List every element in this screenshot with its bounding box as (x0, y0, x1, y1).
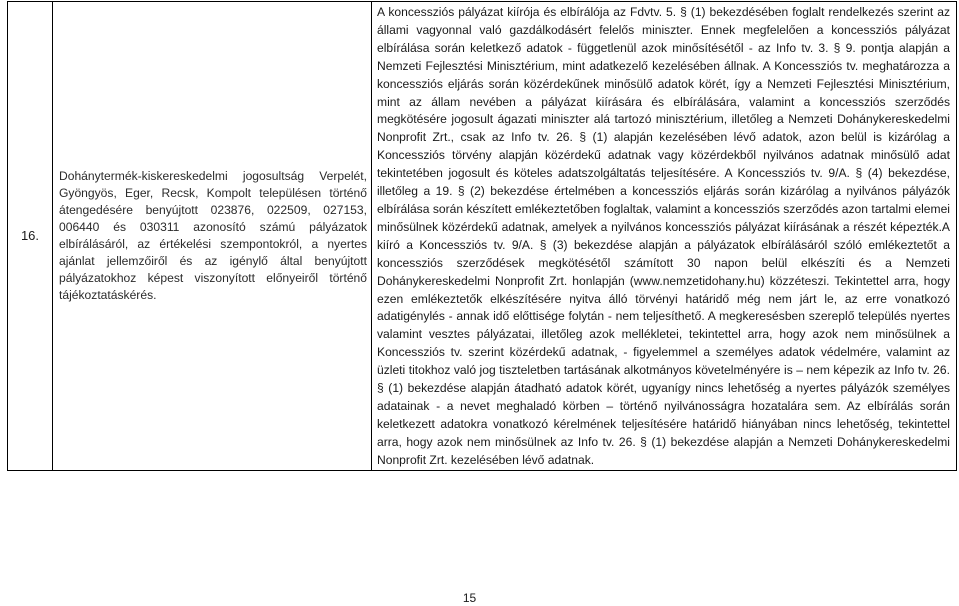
page-number: 15 (462, 591, 477, 605)
response-text: A koncessziós pályázat kiírója és elbírálója az Fdvtv. 5. § (1) bekezdésében foglalt rendelkezés szerint az állami vagyonnal való gazdálkodásért felelős miniszter. Ennek megfelelően a koncessziós pályázat elbírálása során keletkező adatok - függetlenül azok minősítésétől - az Info tv. 3. § 9. pontja alapján a Nemzeti Fejlesztési Minisztérium, mint adatkezelő kezelésében állnak. A Koncessziós tv. meghatározza a koncessziós eljárás során közérdekűnek minősülő adatok körét, így a Nemzeti Fejlesztési Minisztérium, mint az állam nevében a pályázat kiírására és elbírálására, valamint a koncessziós szerződés megkötésére jogosult ágazati miniszter alá tartozó minisztérium, illetőleg a Nemzeti Dohánykereskedelmi Nonprofit Zrt., csak az Info tv. 26. § (1) alapján kezelésében lévő adatok, azon belül is kizárólag a Koncessziós törvény alapján közérdekű adatnak vagy közérdekből nyilvános adatnak minősülő adat tekintetében jogosult és köteles adatszolgáltatás teljesítésére. A Koncessziós tv. 9/A. § (4) bekezdése, illetőleg a 19. § (2) bekezdése értelmében a koncessziós eljárás során kizárólag a nyilvános pályázók elbírálása során készített emlékeztetőben foglaltak, valamint a koncessziós szerződés azon tartalmi elemei minősülnek közérdekű adatnak, amelyek a nyilvános koncessziós pályázat kiírásának a részét képezték.A kiíró a Koncessziós tv. 9/A. § (3) bekezdése alapján a pályázatok elbírálásáról szóló emlékeztetőt a koncessziós szerződések megkötésétől számított 30 napon belül elkészíti és a Nemzeti Dohánykereskedelmi Nonprofit Zrt. honlapján (www.nemzetidohany.hu) közzéteszi. Tekintettel arra, hogy ezen emlékeztetők elkészítésére nyitva álló törvényi határidő még nem járt le, az erre vonatkozó adatigénylés - annak idő előttisége folytán - nem teljesíthető. A megkeresésben szereplő település nyertes valamint vesztes pályázatai, illetőleg azok mellékletei, tekintettel arra, hogy azok nem minősülnek a Koncessziós tv. szerint közérdekű adatnak, - figyelemmel a személyes adatok védelmére, valamint az üzleti titokhoz való jog tiszteletben tartásának alkotmányos követelményére is – nem képezik az Info tv. 26. § (1) bekezdése alapján átadható adatok körét, ugyanígy nincs lehetőség a nyertes pályázók személyes adatainak - a nevet meghaladó körben – történő nyilvánosságra hozatalára sem. Az elbírálás során keletkezett adatokra vonatkozó kérelmének teljesítésére határidő hiányában nincs lehetőség, tekintettel arra, hogy azok nem minősülnek az Info tv. 26. § (1) bekezdése alapján a Nemzeti Dohánykereskedelmi Nonprofit Zrt. kezelésében lévő adatnak. (377, 5, 950, 467)
document-table (7, 1, 957, 471)
response-cell (372, 2, 957, 471)
table-row (8, 2, 957, 471)
row-number: 16. (8, 2, 53, 471)
request-description: Dohánytermék-kiskereskedelmi jogosultság Verpelét, Gyöngyös, Eger, Recsk, Kompolt településen történő átengedésére benyújtott 023876, 022509, 027153, 006440 és 030311 azonosító számú pályázatok elbírálásáról, az értékelési szempontokról, a nyertes ajánlat jellemzőiről és az igénylő által benyújtott pályázatokhoz képest viszonyított előnyeiről történő tájékoztatáskérés. (53, 2, 372, 471)
